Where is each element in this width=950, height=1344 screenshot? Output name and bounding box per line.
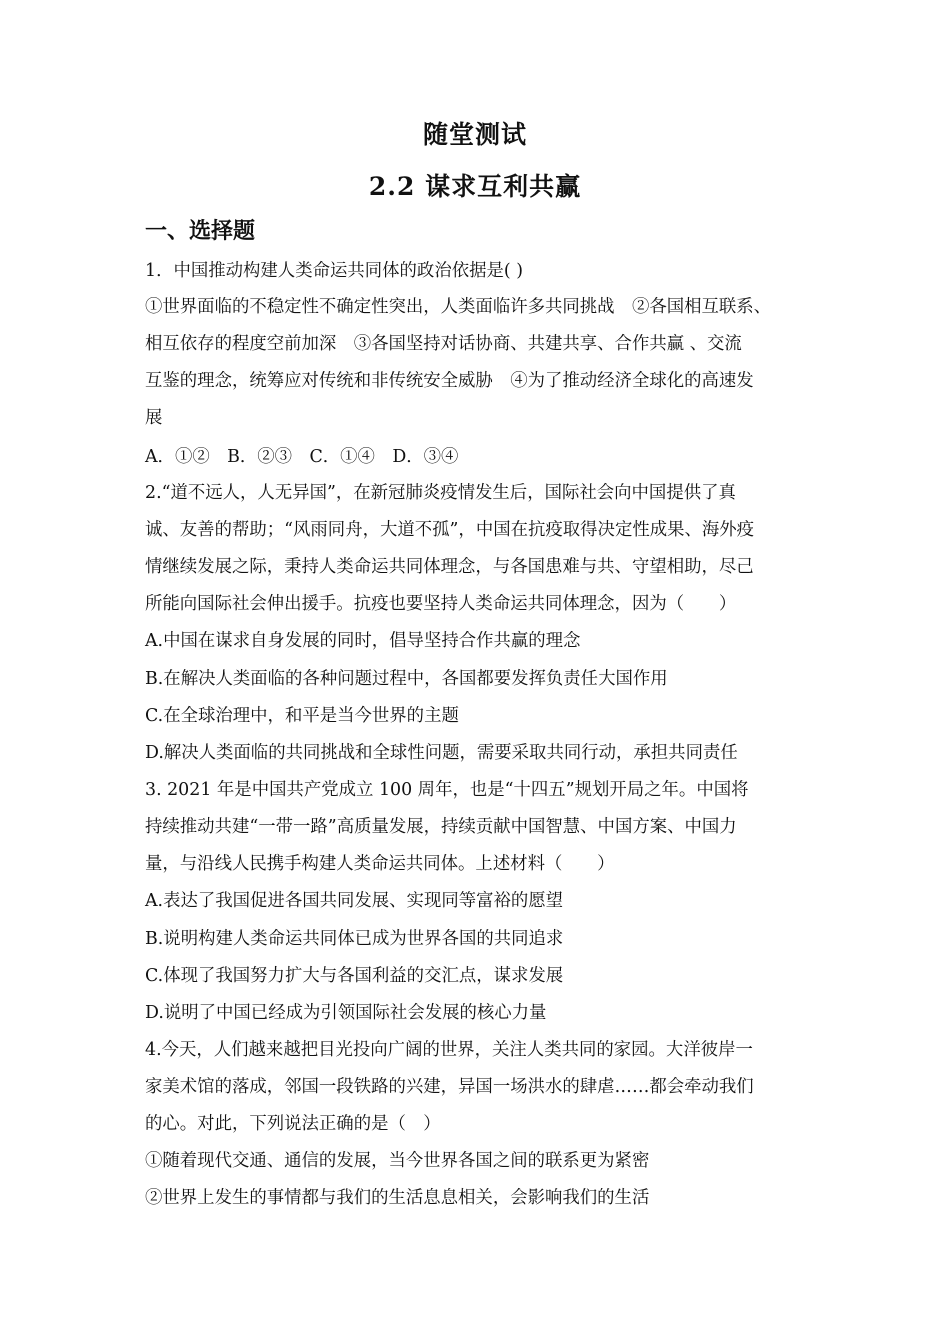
text-line: D.说明了中国已经成为引领国际社会发展的核心力量 (145, 1003, 547, 1023)
text-line: 1．中国推动构建人类命运共同体的政治依据是( ) (145, 261, 523, 281)
text-line: C.在全球治理中，和平是当今世界的主题 (145, 706, 459, 726)
text-line: A．①② B．②③ C．①④ D．③④ (145, 447, 459, 467)
text-line: 持续推动共建“一带一路”高质量发展，持续贡献中国智慧、中国方案、中国力 (145, 817, 737, 837)
text-line: 诚、友善的帮助；“风雨同舟，大道不孤”，中国在抗疫取得决定性成果、海外疫 (145, 520, 755, 540)
text-line: B.说明构建人类命运共同体已成为世界各国的共同追求 (145, 929, 564, 949)
text-line: D.解决人类面临的共同挑战和全球性问题，需要采取共同行动，承担共同责任 (145, 743, 738, 763)
text-line: B.在解决人类面临的各种问题过程中，各国都要发挥负责任大国作用 (145, 669, 668, 689)
text-line: A.中国在谋求自身发展的同时，倡导坚持合作共赢的理念 (145, 631, 581, 651)
text-line: 4.今天，人们越来越把目光投向广阔的世界，关注人类共同的家园。大洋彼岸一 (145, 1040, 753, 1060)
page-title: 随堂测试 (422, 120, 527, 149)
text-line: 2.“道不远人，人无异国”，在新冠肺炎疫情发生后，国际社会向中国提供了真 (145, 483, 736, 503)
page-subtitle: 2.2 谋求互利共赢 (368, 172, 582, 201)
text-line: 家美术馆的落成，邻国一段铁路的兴建，异国一场洪水的肆虐……都会牵动我们 (145, 1077, 754, 1097)
text-line: 所能向国际社会伸出援手。抗疫也要坚持人类命运共同体理念，因为（ ） (145, 594, 737, 614)
text-line: ②世界上发生的事情都与我们的生活息息相关，会影响我们的生活 (145, 1188, 650, 1208)
text-line: C.体现了我国努力扩大与各国利益的交汇点，谋求发展 (145, 966, 564, 986)
text-line: 相互依存的程度空前加深 ③各国坚持对话协商、共建共享、合作共赢 、交流 (145, 334, 742, 354)
text-line: ①随着现代交通、通信的发展，当今世界各国之间的联系更为紧密 (145, 1151, 650, 1171)
text-line: 量，与沿线人民携手构建人类命运共同体。上述材料（ ） (145, 854, 615, 874)
text-line: A.表达了我国促进各国共同发展、实现同等富裕的愿望 (145, 891, 564, 911)
text-line: 的心。对此，下列说法正确的是（ ） (145, 1114, 441, 1134)
text-line: 展 (145, 408, 163, 428)
text-line: ①世界面临的不稳定性不确定性突出，人类面临许多共同挑战 ②各国相互联系、 (145, 297, 772, 317)
section-heading: 一、选择题 (145, 218, 256, 244)
text-line: 互鉴的理念，统筹应对传统和非传统安全威胁 ④为了推动经济全球化的高速发 (145, 371, 754, 391)
text-line: 3. 2021 年是中国共产党成立 100 周年，也是“十四五”规划开局之年。中国将 (145, 780, 749, 800)
text-line: 情继续发展之际，秉持人类命运共同体理念，与各国患难与共、守望相助，尽己 (145, 557, 754, 577)
